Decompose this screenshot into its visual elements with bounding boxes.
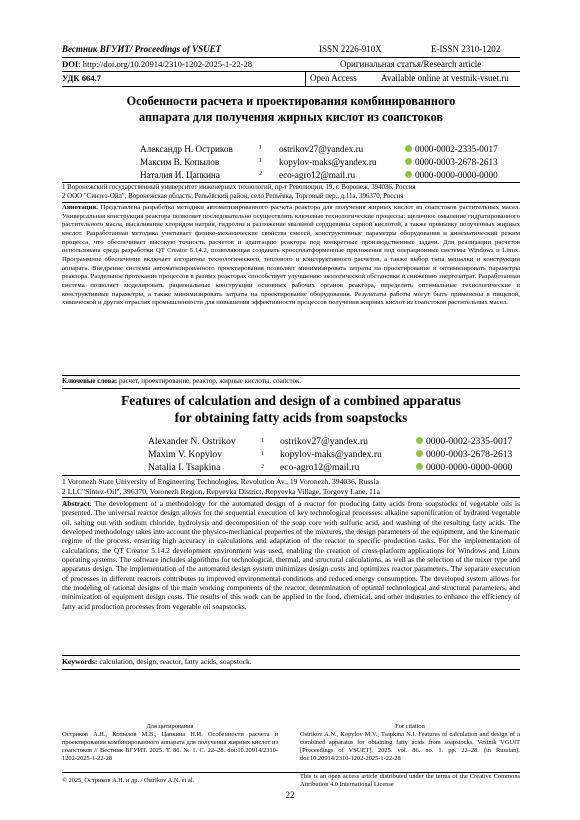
orcid-link[interactable]: 0000-0002-2335-0017 — [405, 143, 498, 155]
author-email[interactable]: kopylov-maks@yandex.ru — [280, 449, 382, 460]
available-online-link[interactable]: Available online at vestnik-vsuet.ru — [381, 73, 509, 83]
keywords-en-label: Keywords: — [62, 657, 98, 666]
header-rule-3 — [62, 86, 520, 87]
author-email[interactable]: kopylov-maks@yandex.ru — [279, 157, 377, 167]
rule-en-keywords — [62, 655, 520, 656]
keywords-ru — [62, 377, 301, 386]
affiliation-en-1: 1 Voronezh State University of Engineering Technologies, Revolution Av., 19 Voronezh, 394036, Russia — [62, 477, 379, 486]
abstract-en — [62, 499, 520, 611]
title-ru — [62, 93, 520, 125]
header-divider — [305, 71, 306, 86]
title-en-line1: Features of calculation and design of a combined apparatus — [121, 393, 461, 408]
author-email[interactable]: eco-agro12@mail.ru — [280, 462, 360, 473]
orcid-link[interactable]: 0000-0000-0000-0000 — [405, 169, 498, 181]
rule-en-affil — [62, 475, 520, 476]
keywords-en-text: calculation, design, reactor, fatty acids, soapstock. — [97, 657, 252, 666]
affiliation-en-2: 2 LLC"Sintez-Oil", 396370, Voronezh Region, Repyevka District, Repyevka Village, Torgovy Lane, 11a — [62, 487, 380, 496]
abstract-ru-text: Представлена разработка методики автоматизированного расчета реактора для получения жирных кислот из соапстоков растительных масел. Универсальная конструкция реактора позволяет последовательно осуществлять ключевые технологические процессы: щелочное омыление гидратированного растительного масла, высаливание хлоридом натрия, гидролиз и разложение мыльной сердцевины серной кислотой, а также промывку полученных жирных кислот. Разработанная методика учитывает физико-механические свойства смесей, конструктивные параметры оборудования и кинематический режим процесса, что обеспечивает высокую точность расчетов и адаптацию реактора под конкретные производственные задачи. Для реализации расчетов использована среда разработки QT Creator 5.14.2, позволяющая создавать кроссплатформенные приложения под операционные системы Windows и Linux. Программное обеспечение включает алгоритмы технологического, теплового и конструктивного расчетов, а также выбор типа мешалки и конструкции аппарата. Внедрение системы автоматизированного проектирования позволяет минимизировать затраты на проектирование и оптимизировать параметры реактора. Раздельное протекание процессов в разных реакторах способствует улучшению экологической обстановки и снижению энергозатрат. Разработанная система позволяет моделировать рациональные конструкции основных рабочих органов реактора, определять оптимальные технологические и конструктивные параметры, а также минимизировать затраты на проектирование оборудования. Результаты работы могут быть применены в пищевой, химической и других отраслях промышленности для повышения эффективности процессов получения жирных кислот из соапстоков растительных масел. — [62, 204, 521, 307]
keywords-ru-text: расчет, проектирование, реактор, жирные кислоты, соапсток. — [117, 377, 302, 385]
author-name: Наталия И. Цапкина — [140, 170, 220, 180]
author-sup: 2 — [259, 171, 262, 177]
orcid-icon — [416, 450, 423, 457]
author-email[interactable]: ostrikov27@yandex.ru — [280, 436, 368, 447]
author-email[interactable]: eco-agro12@mail.ru — [279, 170, 356, 180]
rule-ru-end — [62, 388, 520, 389]
rule-en-end — [62, 669, 520, 670]
orcid-icon — [405, 158, 412, 165]
author-ru-3 — [140, 169, 220, 181]
citation-ru — [62, 723, 278, 763]
orcid-icon — [405, 171, 412, 178]
affiliation-ru-2: 2 ООО "Синтез-Ойл", Воронежская область, Репьёвский район, село Репьёвка, Торговый пер., д.11а, 396370, Россия — [62, 193, 404, 200]
orcid-link[interactable]: 0000-0000-0000-0000 — [416, 462, 512, 475]
author-en-2: Maxim V. Kopylov — [148, 449, 223, 460]
abstract-en-text: The development of a methodology for the automated design of a reactor for producing fatty acids from soapstocks of vegetable oils is presented. The universal reactor design allows for the sequential execution of key technological processes: alkaline saponification of hydrated vegetable oil, salting out with sodium chloride, hydrolysis and decomposition of the soap core with sulfuric acid, and washing of the resulting fatty acids. The developed methodology takes into account the physico-mechanical properties of the mixtures, the design parameters of the equipment, and the kinematic regime of the process, ensuring high accuracy in calculations and adaptation of the reactor to specific production tasks. For the implementation of calculations, the QT Creator 5.14.2 development environment was used, enabling the creation of cross-platform applications for Windows and Linux operating systems. The software includes algorithms for technological, thermal, and structural calculations, as well as the selection of the mixer type and apparatus design. The implementation of the automated design system minimizes design costs and optimizes reactor parameters. The separate execution of processes in different reactors contributes to improved environmental conditions and reduced energy consumption. The developed system allows for the modeling of rational designs of the main working components of the reactor, determination of optimal technological and structural parameters, and minimization of equipment design costs. The results of this work can be applied in the food, chemical, and other industries to enhance the efficiency of fatty acid production processes from vegetable oil soapstocks. — [62, 499, 520, 611]
doi-label: DOI — [62, 59, 79, 69]
abstract-ru — [62, 204, 520, 308]
author-sup: 2 — [261, 464, 264, 470]
abstract-en-label: Abstract. — [62, 499, 92, 508]
orcid-icon — [416, 463, 423, 470]
author-email[interactable]: ostrikov27@yandex.ru — [279, 144, 364, 154]
citation-ru-heading: Для цитирования — [146, 723, 194, 730]
author-sup: 1 — [261, 451, 264, 457]
orcid-link[interactable]: 0000-0002-2335-0017 — [416, 436, 512, 449]
author-sup: 1 — [261, 438, 264, 444]
eissn: E-ISSN 2310-1202 — [431, 44, 501, 54]
author-sup: 1 — [259, 145, 262, 151]
affiliation-ru-1: 1 Воронежский государственный университет инженерных технологий, пр-т Революции, 19, г. Воронеж, 394036, Россия — [62, 184, 416, 191]
citation-en-heading: For citation — [395, 723, 425, 730]
citation-en-text: Ostrikov A.N., Kopylov M.V., Tsapkina N.I. Features of calculation and design of a combined apparatus for obtaining fatty acids from soapstocks. Vestnik VGUIT [Proceedings of VSUET]. 2025. vol. 86. no. 1. pp. 22–28. (in Russian). doi:10.20914/2310-1202-2025-1-22-28 — [300, 730, 520, 762]
keywords-en — [62, 657, 252, 667]
author-en-3: Natalia I. Tsapkina — [148, 462, 221, 473]
citation-en — [300, 723, 520, 763]
article-type: Оригинальная статья/Research article — [340, 59, 482, 69]
keywords-ru-label: Ключевые слова: — [62, 377, 118, 385]
orcid-link[interactable]: 0000-0003-2678-2613 — [405, 156, 498, 168]
orcid-link[interactable]: 0000-0003-2678-2613 — [416, 449, 512, 462]
title-en-line2: for obtaining fatty acids from soapstocks — [174, 410, 408, 425]
udc: УДК 664.7 — [62, 73, 102, 83]
citation-ru-text: Остриков А.Н., Копылов М.В., Цапкина Н.И. Особенности расчета и проектирования комбинированного аппарата для получения жирных кислот из соапстоков // Вестник ВГУИТ. 2025. Т. 86. № 1. С. 22–28. doi:10.20914/2310-1202-2025-1-22-28 — [62, 730, 278, 762]
abstract-ru-label: Аннотация. — [62, 204, 98, 211]
copyright: © 2025, Остриков А.Н. и др. / Ostrikov A.N. et al. — [62, 777, 195, 784]
orcid-icon — [405, 145, 412, 152]
rule-ru-abstract — [62, 202, 520, 203]
title-en — [62, 392, 520, 426]
header-rule-1 — [62, 57, 520, 58]
title-ru-line1: Особенности расчета и проектирования комбинированного — [126, 94, 456, 108]
open-access-label: Open Access — [310, 73, 357, 83]
author-sup: 1 — [259, 158, 262, 164]
author-en-1: Alexander N. Ostrikov — [148, 436, 236, 447]
doi-link[interactable]: : http://doi.org/10.20914/2310-1202-2025-1-22-28 — [78, 59, 253, 69]
author-ru-1 — [140, 143, 233, 155]
title-ru-line2: аппарата для получения жирных кислот из соапстоков — [139, 110, 443, 124]
issn: ISSN 2226-910X — [319, 44, 382, 54]
header-rule-2 — [62, 71, 520, 72]
author-name: Максим В. Копылов — [140, 157, 220, 167]
rule-ru-affil — [62, 182, 520, 183]
license-text: This is an open access article distributed under the terms of the Creative Commons Attribution 4.0 International License — [300, 773, 520, 788]
journal-name: Вестник ВГУИТ/ Proceedings of VSUET — [62, 44, 222, 54]
author-name: Александр Н. Остриков — [140, 144, 233, 154]
rule-ru-keywords — [62, 375, 520, 376]
author-ru-2 — [140, 156, 219, 168]
rule-en-abstract — [62, 497, 520, 498]
page-number: 22 — [285, 790, 295, 800]
doi-line — [62, 59, 252, 70]
orcid-icon — [416, 437, 423, 444]
